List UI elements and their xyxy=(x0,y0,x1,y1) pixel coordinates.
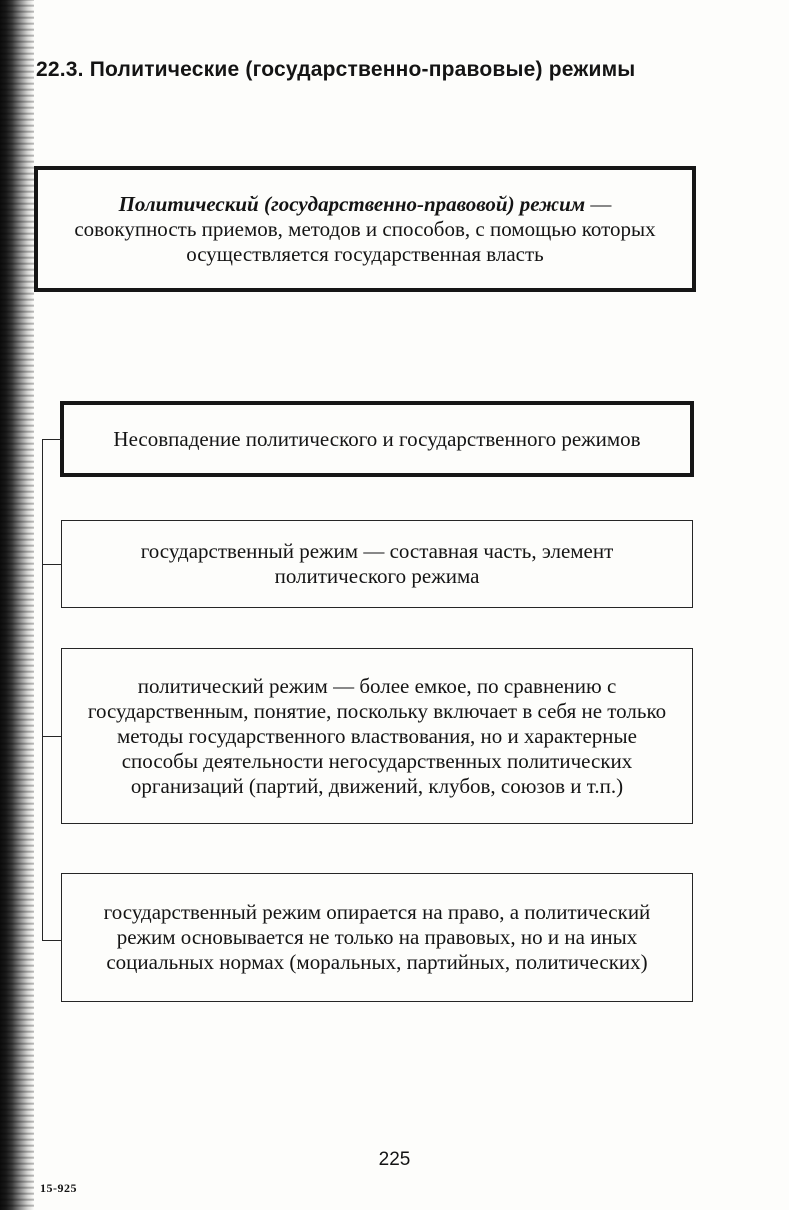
page-number: 225 xyxy=(378,1149,411,1170)
bracket-vertical-line xyxy=(42,439,43,941)
scan-binding-edge xyxy=(0,0,34,1210)
comparison-item-box xyxy=(61,873,693,1002)
print-code: 15-925 xyxy=(40,1181,77,1195)
comparison-item-box xyxy=(61,648,693,824)
comparison-heading-box xyxy=(60,401,694,477)
bracket-connector-item-3 xyxy=(42,940,62,941)
bracket-connector-heading xyxy=(42,439,62,440)
bracket-connector-item-1 xyxy=(42,564,62,565)
comparison-item-text: государственный режим опирается на право, а политический режим основывается не только на правовых, но и на иных социальных нормах (моральных, партийных, политических) xyxy=(103,900,651,974)
definition-box xyxy=(34,166,696,292)
comparison-heading: Несовпадение политического и государственного режимов xyxy=(113,426,641,451)
comparison-item-text: политический режим — более емкое, по сравнению с государственным, понятие, поскольку включает в себя не только методы государственного властвования, но и характерные способы деятельности негосударственных политических организаций (партий, движений, клубов, союзов и т.п.) xyxy=(87,673,667,798)
definition-paragraph xyxy=(72,192,658,267)
definition-term: Политический (государственно-правовой) режим xyxy=(118,191,586,216)
comparison-item-box xyxy=(61,520,693,608)
comparison-item-text: государственный режим — составная часть, элемент политического режима xyxy=(140,539,614,588)
section-title: 22.3. Политические (государственно-правовые) режимы xyxy=(36,58,636,81)
definition-text: — совокупность приемов, методов и способов, с помощью которых осуществляется государственная власть xyxy=(74,191,656,266)
bracket-connector-item-2 xyxy=(42,736,62,737)
